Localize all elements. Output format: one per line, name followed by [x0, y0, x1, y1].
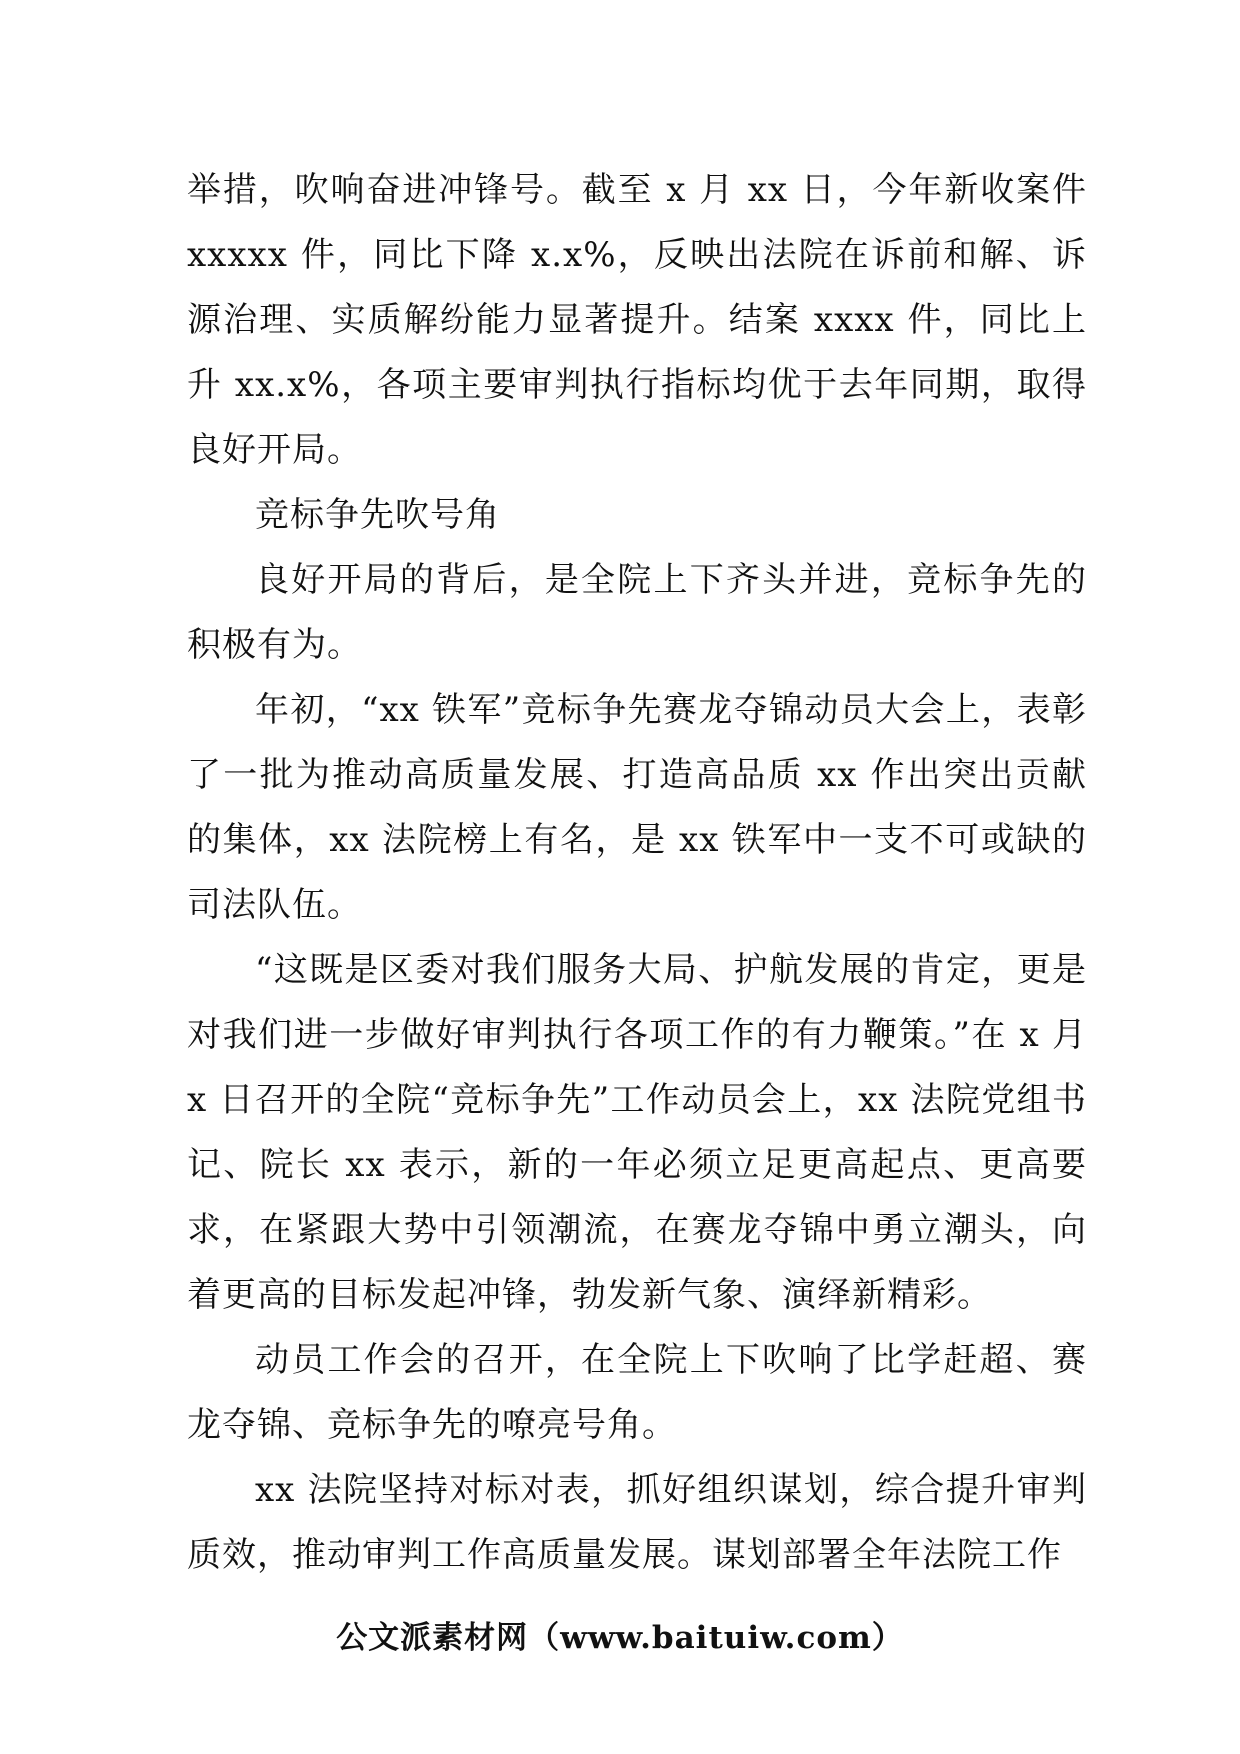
paragraph: xx 法院坚持对标对表，抓好组织谋划，综合提升审判质效，推动审判工作高质量发展。谋划部署全年法院工作	[187, 1470, 1087, 1575]
paragraph: “这既是区委对我们服务大局、护航发展的肯定，更是对我们进一步做好审判执行各项工作的有力鞭策。”在 x 月 x 日召开的全院“竞标争先”工作动员会上，xx 法院党组书记、院长 xx 表示，新的一年必须立足更高起点、更高要求，在紧跟大势中引领潮流，在赛龙夺锦中勇立潮头，向着更高的目标发起冲锋，勃发新气象、演绎新精彩。	[187, 950, 1087, 1315]
paragraph: 举措，吹响奋进冲锋号。截至 x 月 xx 日，今年新收案件 xxxxx 件，同比下降 x.x%，反映出法院在诉前和解、诉源治理、实质解纷能力显著提升。结案 xxxx 件，同比上升 xx.x%，各项主要审判执行指标均优于去年同期，取得良好开局。	[187, 170, 1087, 470]
paragraph: 年初，“xx 铁军”竞标争先赛龙夺锦动员大会上，表彰了一批为推动高质量发展、打造高品质 xx 作出突出贡献的集体，xx 法院榜上有名，是 xx 铁军中一支不可或缺的司法队伍。	[187, 690, 1087, 925]
document-body	[187, 158, 1087, 1588]
paragraph: 良好开局的背后，是全院上下齐头并进，竞标争先的积极有为。	[187, 560, 1087, 665]
page-footer-watermark: 公文派素材网（www.baituiw.com）	[336, 1620, 904, 1656]
section-heading: 竞标争先吹号角	[255, 495, 500, 535]
paragraph: 动员工作会的召开，在全院上下吹响了比学赶超、赛龙夺锦、竞标争先的嘹亮号角。	[187, 1340, 1087, 1445]
